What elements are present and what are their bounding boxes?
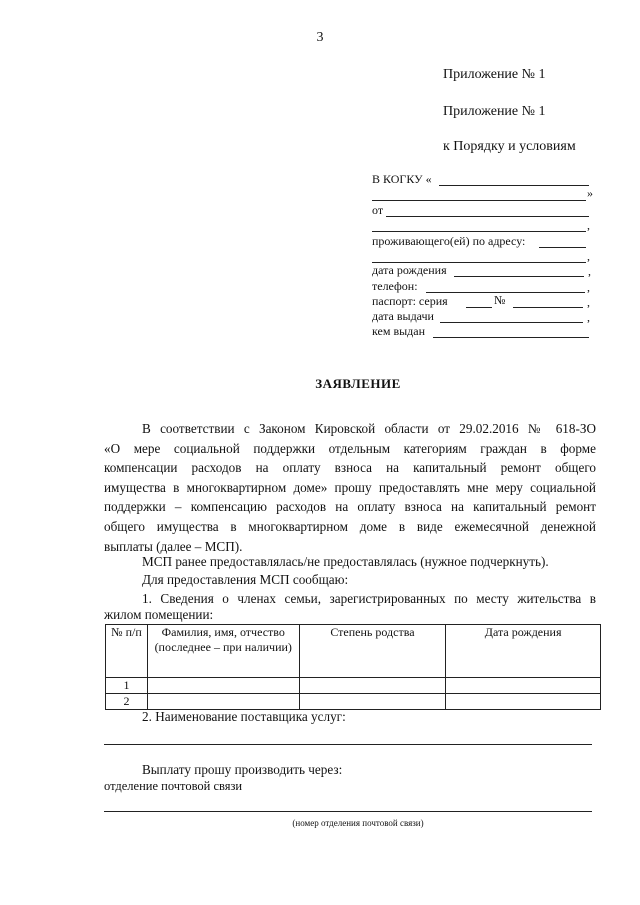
column-header-birth-date: Дата рождения: [446, 625, 601, 678]
postal-office-label: отделение почтовой связи: [104, 779, 243, 793]
relationship-cell[interactable]: [299, 694, 446, 710]
comma-4: ,: [587, 280, 590, 294]
passport-series-field[interactable]: [466, 294, 492, 308]
paragraph-line: выплаты (далее – МСП).: [104, 538, 243, 554]
from-field[interactable]: [386, 203, 589, 217]
postal-office-caption: (номер отделения почтовой связи): [292, 818, 424, 828]
row-number: 1: [106, 678, 148, 694]
paragraph-line: имущества в многоквартирном доме» прошу предоставлять мне меру социальной: [104, 479, 596, 495]
recipient-label: В КОГКУ «: [372, 172, 432, 186]
full-name-cell[interactable]: [147, 694, 299, 710]
document-title: ЗАЯВЛЕНИЕ: [315, 376, 401, 391]
birth-date-field[interactable]: [454, 263, 584, 277]
paragraph-line: «О мере социальной поддержки отдельным категориям граждан в форме: [104, 440, 596, 456]
from-field-line-2[interactable]: [372, 219, 586, 232]
address-label: проживающего(ей) по адресу:: [372, 234, 526, 248]
passport-number-field[interactable]: [513, 294, 583, 308]
appendix-line-3: к Порядку и условиям: [443, 139, 576, 154]
issue-date-field[interactable]: [440, 309, 583, 323]
column-header-number: № п/п: [106, 625, 148, 678]
comma-2: ,: [587, 249, 590, 263]
recipient-field[interactable]: [439, 172, 589, 186]
appendix-line-2: Приложение № 1: [443, 104, 546, 119]
full-name-cell[interactable]: [147, 678, 299, 694]
passport-number-label: №: [494, 293, 506, 307]
family-members-table: [105, 624, 601, 710]
address-field[interactable]: [539, 234, 586, 248]
postal-office-number-field[interactable]: [104, 796, 592, 812]
comma-5: ,: [587, 295, 590, 309]
phone-label: телефон:: [372, 279, 418, 293]
main-paragraph: [104, 419, 596, 556]
msp-previously-text: МСП ранее предоставлялась/не предоставлялась (нужное подчеркнуть).: [142, 554, 549, 569]
family-heading-line: 1. Сведения о членах семьи, зарегистрированных по месту жительства в: [142, 591, 596, 606]
payment-method-label: Выплату прошу производить через:: [142, 762, 343, 777]
msp-provide-text: Для предоставления МСП сообщаю:: [142, 572, 349, 587]
table-header-row: [106, 625, 601, 678]
comma-1: ,: [587, 218, 590, 232]
phone-field[interactable]: [426, 279, 585, 293]
row-number: 2: [106, 694, 148, 710]
page-number: 3: [316, 30, 324, 45]
column-header-relationship: Степень родства: [299, 625, 446, 678]
service-provider-label: 2. Наименование поставщика услуг:: [142, 709, 346, 724]
table-row: [106, 678, 601, 694]
close-quote: »: [587, 186, 593, 200]
from-label: от: [372, 203, 384, 217]
birth-date-label: дата рождения: [372, 263, 447, 277]
paragraph-line: поддержки – компенсацию расходов на оплату взноса на капитальный ремонт: [104, 499, 596, 515]
address-field-line-2[interactable]: [372, 250, 586, 263]
paragraph-line: компенсации расходов на оплату взноса на капитальный ремонт общего: [104, 460, 596, 476]
passport-series-label: паспорт: серия: [372, 294, 448, 308]
service-provider-field[interactable]: [104, 730, 592, 745]
birth-date-cell[interactable]: [446, 694, 601, 710]
paragraph-line: В соответствии с Законом Кировской области от 29.02.2016 № 618-ЗО: [142, 421, 596, 436]
family-heading-line: жилом помещении:: [104, 607, 214, 622]
paragraph-line: общего имущества в многоквартирном доме в виде ежемесячной денежной: [104, 518, 596, 534]
issued-by-field[interactable]: [433, 324, 589, 338]
birth-date-cell[interactable]: [446, 678, 601, 694]
column-header-full-name: Фамилия, имя, отчество (последнее – при наличии): [147, 625, 299, 678]
relationship-cell[interactable]: [299, 678, 446, 694]
appendix-line-1: Приложение № 1: [443, 67, 546, 82]
comma-6: ,: [587, 310, 590, 324]
issue-date-label: дата выдачи: [372, 309, 434, 323]
recipient-field-line-2[interactable]: [372, 188, 586, 201]
family-members-heading: [104, 591, 596, 623]
comma-3: ,: [588, 264, 591, 278]
table-row: [106, 694, 601, 710]
issued-by-label: кем выдан: [372, 324, 426, 338]
